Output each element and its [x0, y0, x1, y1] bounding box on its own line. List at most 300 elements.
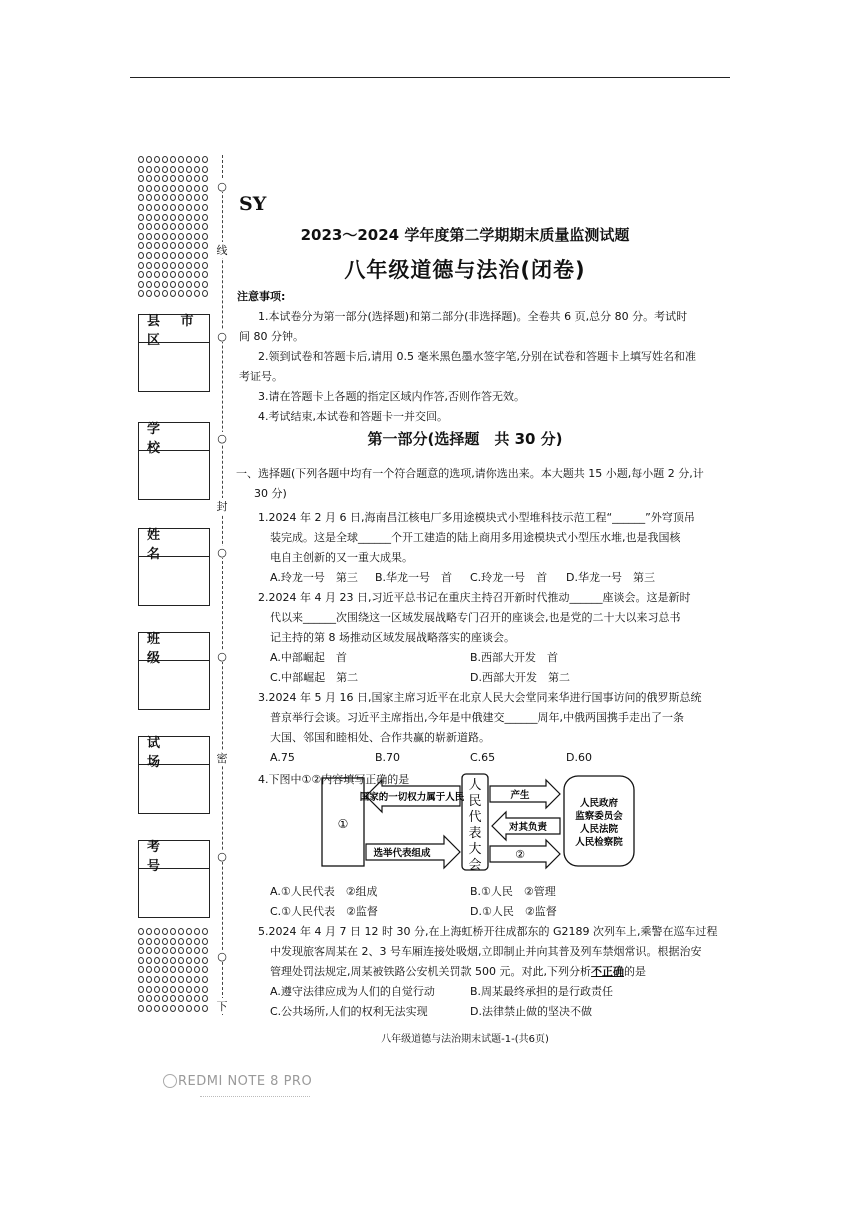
notice-line: 1.本试卷分为第一部分(选择题)和第二部分(非选择题)。全卷共 6 页,总分 80 分。考试时 — [258, 310, 688, 323]
binding-dot — [146, 966, 152, 973]
q3-option-a[interactable]: A.75 — [270, 751, 295, 764]
binding-dot — [138, 156, 144, 163]
binding-dot — [194, 262, 200, 269]
notice-line: 4.考试结束,本试卷和答题卡一并交回。 — [258, 410, 448, 423]
q5-text: 管理处罚法规定,周某被铁路公安机关罚款 500 元。对此,下列分析 — [270, 965, 591, 978]
binding-dot — [202, 175, 208, 182]
npc-char: 代 — [468, 810, 482, 825]
field-label: 学 校 — [139, 423, 209, 451]
binding-dot — [138, 271, 144, 278]
q5-option-a[interactable]: A.遵守法律应成为人们的自觉行动 — [270, 985, 435, 998]
binding-dot — [146, 204, 152, 211]
q5-line: 5.2024 年 4 月 7 日 12 时 30 分,在上海虹桥开往成都东的 G2189 次列车上,乘警在巡车过程 — [258, 925, 718, 938]
binding-dot — [170, 194, 176, 201]
binding-dot — [194, 242, 200, 249]
binding-dot — [202, 1005, 208, 1012]
notice-line: 3.请在答题卡上各题的指定区域内作答,否则作答无效。 — [258, 390, 525, 403]
binding-dot — [154, 928, 160, 935]
binding-dot — [154, 995, 160, 1002]
binding-circle: ○ — [217, 329, 227, 343]
binding-dot — [170, 252, 176, 259]
binding-dot — [178, 271, 184, 278]
binding-dot — [138, 928, 144, 935]
notice-line: 2.领到试卷和答题卡后,请用 0.5 毫米黑色墨水签字笔,分别在试卷和答题卡上填写姓名和准 — [258, 350, 696, 363]
q3-option-c[interactable]: C.65 — [470, 751, 496, 764]
binding-dot — [194, 185, 200, 192]
binding-dot — [138, 290, 144, 297]
q3-line: 3.2024 年 5 月 16 日,国家主席习近平在北京人民大会堂同来华进行国事访问的俄罗斯总统 — [258, 691, 702, 704]
binding-dot — [202, 995, 208, 1002]
binding-dot — [146, 1005, 152, 1012]
binding-dot — [146, 233, 152, 240]
binding-dot — [146, 214, 152, 221]
organ-label: 人民检察院 — [575, 837, 623, 848]
binding-dot — [170, 281, 176, 288]
binding-dot — [186, 175, 192, 182]
binding-dot — [146, 928, 152, 935]
binding-dot — [170, 1005, 176, 1012]
binding-dot — [186, 242, 192, 249]
binding-dot — [154, 281, 160, 288]
binding-dot — [170, 185, 176, 192]
q1-line: 1.2024 年 2 月 6 日,海南昌江核电厂多用途模块式小型堆科技示范工程“______”外穹顶吊 — [258, 511, 695, 524]
binding-dot — [178, 947, 184, 954]
binding-dot — [186, 995, 192, 1002]
binding-dot — [138, 986, 144, 993]
top-rule — [130, 77, 730, 78]
field-label: 姓 名 — [139, 529, 209, 557]
binding-dot — [138, 233, 144, 240]
binding-dot — [194, 194, 200, 201]
binding-dot — [146, 290, 152, 297]
binding-dot — [154, 185, 160, 192]
q1-option-d[interactable]: D.华龙一号 第三 — [566, 571, 655, 584]
field-county[interactable] — [138, 314, 210, 392]
binding-dot — [178, 214, 184, 221]
binding-dot — [178, 156, 184, 163]
binding-dot — [178, 976, 184, 983]
binding-dot — [162, 214, 168, 221]
binding-dot — [194, 938, 200, 945]
binding-dot — [162, 166, 168, 173]
binding-dot — [170, 175, 176, 182]
binding-dot — [186, 281, 192, 288]
binding-dot — [178, 223, 184, 230]
organ-label: 监察委员会 — [575, 811, 623, 822]
camera-watermark: REDMI NOTE 8 PRO — [178, 1074, 313, 1089]
binding-dot — [138, 252, 144, 259]
binding-line — [222, 155, 223, 1015]
q2-line: 2.2024 年 4 月 23 日,习近平总书记在重庆主持召开新时代推动______座谈会。这是新时 — [258, 591, 691, 604]
binding-dot — [162, 194, 168, 201]
binding-dot — [178, 185, 184, 192]
arrow-bottom-label: 选举代表组成 — [373, 848, 431, 859]
binding-dot — [146, 194, 152, 201]
binding-dot — [154, 156, 160, 163]
binding-dot — [138, 966, 144, 973]
notice-line: 考证号。 — [239, 370, 283, 383]
binding-dot — [154, 271, 160, 278]
binding-dot — [162, 957, 168, 964]
binding-dot — [154, 947, 160, 954]
binding-dot — [178, 938, 184, 945]
binding-dot — [186, 271, 192, 278]
binding-dot — [162, 185, 168, 192]
binding-dot — [194, 986, 200, 993]
organ-label: 人民政府 — [579, 798, 619, 809]
binding-dot — [170, 271, 176, 278]
binding-dot — [162, 938, 168, 945]
field-name[interactable] — [138, 528, 210, 606]
field-exam-room[interactable] — [138, 736, 210, 814]
binding-dot — [170, 156, 176, 163]
page-footer: 八年级道德与法治期末试题-1-(共6页) — [381, 1034, 549, 1045]
npc-char: 表 — [468, 826, 482, 841]
q4-option-a[interactable]: A.①人民代表 ②组成 — [270, 885, 378, 898]
binding-dot — [138, 262, 144, 269]
binding-dot — [138, 194, 144, 201]
binding-circle: ○ — [217, 179, 227, 193]
binding-char-xian: 线 — [216, 244, 228, 257]
q2-option-c[interactable]: C.中部崛起 第二 — [270, 671, 359, 684]
binding-dot — [186, 947, 192, 954]
binding-dot — [202, 262, 208, 269]
binding-dot — [162, 223, 168, 230]
binding-dot — [202, 223, 208, 230]
binding-dot — [186, 185, 192, 192]
binding-dot — [154, 194, 160, 201]
binding-dot — [194, 290, 200, 297]
binding-dot — [154, 957, 160, 964]
binding-dot — [178, 252, 184, 259]
q2-line: 记主持的第 8 场推动区域发展战略落实的座谈会。 — [270, 631, 515, 644]
binding-dot — [162, 928, 168, 935]
binding-dot — [194, 156, 200, 163]
binding-dot — [154, 1005, 160, 1012]
q1-option-c[interactable]: C.玲龙一号 首 — [470, 571, 548, 584]
binding-dot — [170, 233, 176, 240]
camera-logo-icon — [163, 1074, 177, 1088]
binding-dot — [146, 986, 152, 993]
binding-dot — [162, 995, 168, 1002]
q5-tail: 的是 — [623, 965, 646, 978]
binding-dot — [186, 214, 192, 221]
binding-dot — [186, 233, 192, 240]
q5-option-d[interactable]: D.法律禁止做的坚决不做 — [470, 1005, 592, 1018]
binding-dot — [186, 156, 192, 163]
binding-dot — [186, 966, 192, 973]
binding-dot — [178, 262, 184, 269]
binding-dot — [146, 242, 152, 249]
q2-option-a[interactable]: A.中部崛起 首 — [270, 651, 347, 664]
binding-dot — [138, 1005, 144, 1012]
binding-dot — [154, 223, 160, 230]
q3-line: 大国、邻国和睦相处、合作共赢的崭新道路。 — [270, 731, 490, 744]
binding-dot — [202, 928, 208, 935]
binding-dot — [202, 185, 208, 192]
binding-dot — [138, 242, 144, 249]
binding-dot — [170, 223, 176, 230]
q5-option-b[interactable]: B.周某最终承担的是行政责任 — [470, 985, 614, 998]
notice-line: 间 80 分钟。 — [239, 330, 304, 343]
binding-dot — [154, 214, 160, 221]
q5-emphasis: 不正确 — [590, 965, 624, 978]
npc-char: 民 — [468, 794, 482, 809]
q2-option-b[interactable]: B.西部大开发 首 — [470, 651, 559, 664]
dot-pattern-bottom — [138, 927, 210, 1013]
binding-dot — [194, 204, 200, 211]
binding-dot — [146, 947, 152, 954]
binding-dot — [186, 252, 192, 259]
q1-option-b[interactable]: B.华龙一号 首 — [375, 571, 453, 584]
q4-stem: 4.下图中①②内容填写正确的是 — [258, 773, 410, 786]
binding-dot — [186, 1005, 192, 1012]
instruction-line: 30 分) — [254, 487, 287, 500]
binding-dot — [186, 262, 192, 269]
binding-circle: ○ — [217, 431, 227, 445]
binding-dot — [186, 976, 192, 983]
binding-dot — [178, 242, 184, 249]
exam-subtitle: 八年级道德与法治(闭卷) — [344, 258, 586, 282]
binding-dot — [162, 204, 168, 211]
q4-option-c[interactable]: C.①人民代表 ②监督 — [270, 905, 378, 918]
binding-dot — [162, 986, 168, 993]
field-label: 考 号 — [139, 841, 209, 869]
binding-dot — [178, 1005, 184, 1012]
binding-dot — [202, 938, 208, 945]
q4-option-d[interactable]: D.①人民 ②监督 — [470, 905, 557, 918]
exam-title: 2023～2024 学年度第二学期期末质量监测试题 — [300, 226, 630, 244]
binding-dot — [202, 233, 208, 240]
binding-dot — [162, 233, 168, 240]
binding-char-mi: 密 — [216, 752, 228, 765]
binding-dot — [178, 928, 184, 935]
binding-dot — [170, 214, 176, 221]
binding-dot — [154, 262, 160, 269]
binding-dot — [186, 194, 192, 201]
binding-dot — [186, 938, 192, 945]
binding-dot — [194, 1005, 200, 1012]
paper-code: SY — [239, 193, 267, 215]
left-circle-label: ① — [337, 817, 349, 831]
binding-dot — [194, 928, 200, 935]
q5-line: 中发现旅客周某在 2、3 号车厢连接处吸烟,立即制止并向其普及列车禁烟常识。根据治安 — [270, 945, 702, 958]
binding-dot — [186, 290, 192, 297]
arrow-top-label: 国家的一切权力属于人民 — [359, 792, 465, 803]
binding-dot — [202, 156, 208, 163]
binding-dot — [194, 252, 200, 259]
binding-dot — [170, 166, 176, 173]
binding-dot — [170, 242, 176, 249]
binding-dot — [162, 281, 168, 288]
npc-char: 会 — [468, 858, 482, 872]
binding-dot — [138, 281, 144, 288]
binding-dot — [138, 957, 144, 964]
binding-dot — [202, 986, 208, 993]
binding-dot — [178, 175, 184, 182]
binding-dot — [202, 242, 208, 249]
binding-circle: ○ — [217, 949, 227, 963]
binding-dot — [154, 175, 160, 182]
q3-option-b[interactable]: B.70 — [375, 751, 401, 764]
binding-dot — [138, 223, 144, 230]
binding-dot — [178, 290, 184, 297]
binding-circle: ○ — [217, 649, 227, 663]
binding-dot — [162, 976, 168, 983]
q2-line: 代以来______次围绕这一区域发展战略专门召开的座谈会,也是党的二十大以来习总书 — [270, 611, 681, 624]
state-organs-diagram — [320, 772, 636, 872]
arrow-responsible-label: 对其负责 — [508, 822, 548, 833]
binding-char-feng: 封 — [216, 500, 228, 513]
binding-dot — [186, 166, 192, 173]
binding-dot — [170, 995, 176, 1002]
binding-dot — [154, 986, 160, 993]
binding-dot — [194, 271, 200, 278]
binding-dot — [154, 966, 160, 973]
binding-dot — [162, 966, 168, 973]
q1-option-a[interactable]: A.玲龙一号 第三 — [270, 571, 358, 584]
binding-dot — [178, 204, 184, 211]
binding-dot — [194, 995, 200, 1002]
binding-dot — [202, 271, 208, 278]
q3-option-d[interactable]: D.60 — [566, 751, 592, 764]
binding-dot — [202, 290, 208, 297]
binding-dot — [194, 223, 200, 230]
binding-dot — [202, 166, 208, 173]
binding-dot — [194, 947, 200, 954]
binding-dot — [170, 957, 176, 964]
binding-dot — [154, 252, 160, 259]
binding-dot — [154, 233, 160, 240]
binding-dot — [186, 986, 192, 993]
q5-option-c[interactable]: C.公共场所,人们的权利无法实现 — [270, 1005, 428, 1018]
q5-line-last — [270, 962, 646, 982]
binding-dot — [178, 233, 184, 240]
binding-dot — [170, 986, 176, 993]
binding-dot — [178, 194, 184, 201]
binding-dot — [170, 966, 176, 973]
notice-heading: 注意事项: — [237, 290, 286, 303]
binding-dot — [146, 281, 152, 288]
binding-dot — [138, 995, 144, 1002]
binding-dot — [178, 966, 184, 973]
binding-dot — [162, 156, 168, 163]
binding-dot — [146, 262, 152, 269]
arrow-produce-label: 产生 — [510, 790, 530, 801]
binding-dot — [162, 1005, 168, 1012]
binding-dot — [186, 204, 192, 211]
binding-dot — [202, 204, 208, 211]
q2-option-d[interactable]: D.西部大开发 第二 — [470, 671, 570, 684]
binding-dot — [138, 204, 144, 211]
binding-circle: ○ — [217, 545, 227, 559]
binding-dot — [146, 976, 152, 983]
binding-dot — [162, 242, 168, 249]
part-title: 第一部分(选择题 共 30 分) — [367, 430, 563, 448]
binding-dot — [146, 957, 152, 964]
q4-option-b[interactable]: B.①人民 ②管理 — [470, 885, 556, 898]
binding-dot — [202, 214, 208, 221]
field-school[interactable] — [138, 422, 210, 500]
binding-dot — [186, 223, 192, 230]
binding-dot — [162, 271, 168, 278]
binding-char-xia: 下 — [216, 1000, 228, 1013]
dot-pattern-top — [138, 155, 210, 299]
binding-dot — [194, 281, 200, 288]
binding-dot — [170, 928, 176, 935]
field-label: 试 场 — [139, 737, 209, 765]
binding-dot — [162, 290, 168, 297]
binding-dot — [170, 976, 176, 983]
binding-dot — [170, 947, 176, 954]
binding-dot — [154, 976, 160, 983]
binding-dot — [162, 252, 168, 259]
npc-char: 大 — [468, 842, 482, 857]
binding-dot — [194, 966, 200, 973]
npc-char: 人 — [468, 778, 482, 793]
binding-dot — [202, 194, 208, 201]
binding-dot — [154, 242, 160, 249]
binding-dot — [178, 957, 184, 964]
binding-dot — [178, 995, 184, 1002]
binding-dot — [170, 290, 176, 297]
binding-dot — [138, 947, 144, 954]
binding-dot — [186, 957, 192, 964]
binding-dot — [178, 986, 184, 993]
binding-dot — [138, 214, 144, 221]
binding-dot — [170, 262, 176, 269]
binding-dot — [138, 185, 144, 192]
binding-dot — [194, 214, 200, 221]
binding-dot — [170, 938, 176, 945]
field-class[interactable] — [138, 632, 210, 710]
binding-dot — [138, 938, 144, 945]
binding-dot — [146, 938, 152, 945]
binding-dot — [194, 233, 200, 240]
binding-dot — [162, 947, 168, 954]
watermark-subline — [200, 1096, 310, 1100]
binding-dot — [202, 976, 208, 983]
binding-dot — [202, 252, 208, 259]
binding-dot — [178, 281, 184, 288]
field-label: 班 级 — [139, 633, 209, 661]
binding-dot — [194, 976, 200, 983]
binding-dot — [194, 957, 200, 964]
binding-dot — [202, 957, 208, 964]
binding-dot — [138, 166, 144, 173]
binding-dot — [202, 281, 208, 288]
binding-dot — [146, 185, 152, 192]
q1-line: 装完成。这是全球______个开工建造的陆上商用多用途模块式小型压水堆,也是我国核 — [270, 531, 681, 544]
binding-dot — [154, 166, 160, 173]
binding-dot — [146, 995, 152, 1002]
binding-dot — [154, 204, 160, 211]
binding-dot — [138, 976, 144, 983]
organ-label: 人民法院 — [579, 824, 619, 835]
binding-dot — [202, 947, 208, 954]
binding-dot — [154, 290, 160, 297]
binding-circle: ○ — [217, 849, 227, 863]
binding-dot — [138, 175, 144, 182]
binding-dot — [202, 966, 208, 973]
field-exam-number[interactable] — [138, 840, 210, 918]
binding-dot — [146, 175, 152, 182]
binding-dot — [146, 223, 152, 230]
binding-dot — [194, 166, 200, 173]
arrow-two — [490, 840, 560, 868]
binding-dot — [146, 271, 152, 278]
arrow-two-label: ② — [515, 848, 525, 861]
